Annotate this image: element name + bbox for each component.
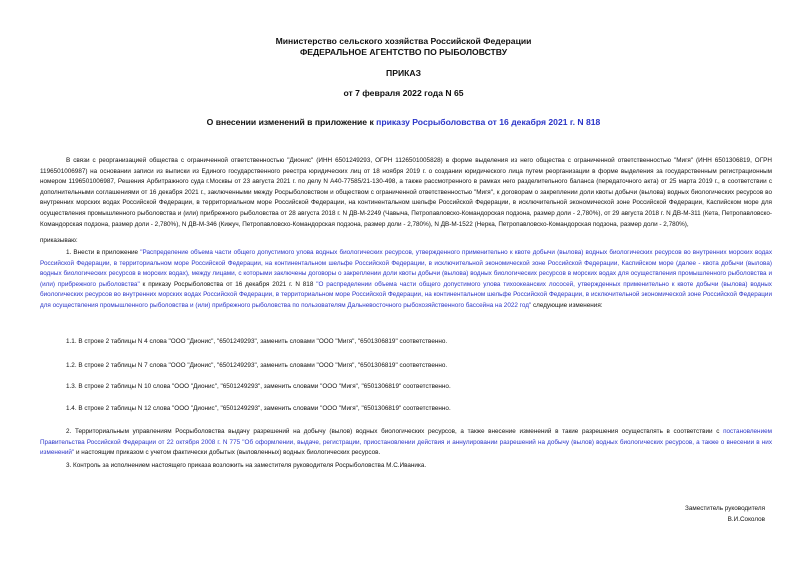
point-2-suffix: и настоящим приказом с учетом фактически добытых (выловленных) водных биологических ресурсов.: [74, 449, 381, 457]
point-2-prefix: 2. Территориальным управлениям Росрыболовства выдачу разрешений на добычу (вылов) водных биологических ресурсов, а также внесение изменений в такие разрешения осуществлять в соответствии с: [66, 428, 724, 435]
appendix-link[interactable]: "Распределение объема части общего допустимого улова водных биологических ресурсов, утвержденного применительно к квоте добычи (вылова) водных биологических ресурсов во внутренних морских водах Российской Федерации, в территориальном море Российской Федерации, на континентальном шельфе Российской Федерации, в исключительной экономической зоне Российской Федерации, Каспийском море (далее - квота добычи (вылова) водных биологических ресурсов в морских водах), между лицами, с которыми заключены договоры о закреплении доли квоты добычи (вылова) водных биологических ресурсов в морских водах для осуществления промышленного рыболовства и (или) прибрежного рыболовства": [40, 249, 772, 288]
item-1-4: 1.4. В строке 2 таблицы N 12 слова "ООО "Дионис", "6501249293", заменить словами "ООО "Мигя", "6501306819" соответственно.: [66, 405, 451, 412]
point-1-prefix: 1. Внести в приложение: [66, 249, 141, 256]
point-1-paragraph: [40, 248, 772, 312]
agency-heading: ФЕДЕРАЛЬНОЕ АГЕНТСТВО ПО РЫБОЛОВСТВУ: [299, 47, 508, 57]
order-date: от 7 февраля 2022 года N 65: [343, 88, 464, 98]
order-heading: ПРИКАЗ: [386, 68, 421, 78]
order-title-prefix: О внесении изменений в приложение к: [206, 117, 377, 127]
point-1-suffix: следующие изменения:: [531, 301, 603, 309]
order-818-link[interactable]: "О распределении объема части общего допустимого улова тихоокеанских лососей, утвержденных применительно к квоте добычи (вылова) водных биологических ресурсов во внутренних морских водах Российской Федерации, в территориальном море Российской Федерации, на континентальном шельфе Российской Федерации, в исключительной экономической зоне Российской Федерации для осуществления промышленного рыболовства и (или) прибрежного рыболовства по пользователям Дальневосточного рыбохозяйственного бассейна на 2022 год": [40, 280, 772, 309]
order-title-link[interactable]: приказу Росрыболовства от 16 декабря 2021 г. N 818: [376, 117, 601, 127]
order-title: [0, 117, 807, 127]
point-2-paragraph: [40, 427, 772, 459]
item-1-3: 1.3. В строке 2 таблицы N 10 слова "ООО "Дионис", "6501249293", заменить словами "ООО "Мигя", "6501306819" соответственно.: [66, 383, 451, 390]
signature-name: В.И.Соколов: [727, 516, 765, 523]
point-1-mid: к приказу Росрыболовства от 16 декабря 2021 г. N 818: [139, 280, 317, 288]
prikazyvayu-label: приказываю:: [40, 237, 78, 244]
item-1-1: 1.1. В строке 2 таблицы N 4 слова "ООО "Дионис", "6501249293", заменить словами "ООО "Мигя", "6501306819" соответственно.: [66, 338, 448, 345]
preamble-paragraph: В связи с реорганизацией общества с ограниченной ответственностью "Дионис" (ИНН 6501249293, ОГРН 1126501005828) в форме выделения из него общества с ограниченной ответственностью "Мигя" (ИНН 6501306819, ОГРН 1196501006987) на основании записи из выписки из Единого государственного реестра юридических лиц от 18 ноября 2019 г. о создании юридического лица путем реорганизации в форме выделения за государственным регистрационным номером 1196501006987, Решения Арбитражного суда г.Москвы от 23 августа 2021 г. по делу N А40-77585/21-130-498, а также рассмотренного в рамках него разделительного баланса (передаточного акта) от 25 марта 2019 г., в соответствии с дополнительными соглашениями от 16 декабря 2021 г., заключенными между Росрыболовством и обществом с ограниченной ответственностью "Мигя", к договорам о закреплении доли квоты добычи (вылова) водных биологических ресурсов во внутренних морских водах Российской Федерации, в территориальном море Российской Федерации, на континентальном шельфе Российской Федерации, в исключительной экономической зоне Российской Федерации, Каспийском море для осуществления промышленного рыболовства и (или) прибрежного рыболовства от 28 августа 2018 г. N ДВ-М-2249 (Чавыча, Петропавловско-Командорская подзона, размер доли - 2,780%), от 29 августа 2018 г. N ДВ-М-311 (Кета, Петропавловско-Командорская подзона, размер доли - 2,780%), N ДВ-М-346 (Кижуч, Петропавловско-Командорская подзона, размер доли - 2,780%), N ДВ-М-1522 (Нерка, Петропавловско-Командорская подзона, размер доли - 2,780%),: [40, 157, 772, 228]
signature-position: Заместитель руководителя: [684, 505, 765, 512]
point-3-paragraph: 3. Контроль за исполнением настоящего приказа возложить на заместителя руководителя Росрыболовства М.С.Иваника.: [66, 462, 427, 469]
item-1-2: 1.2. В строке 2 таблицы N 7 слова "ООО "Дионис", "6501249293", заменить словами "ООО "Мигя", "6501306819" соответственно.: [66, 362, 448, 369]
resolution-775-link[interactable]: постановлением Правительства Российской Федерации от 22 октября 2008 г. N 775 "Об оформлении, выдаче, регистрации, приостановлении действия и аннулировании разрешений на добычу (вылов) водных биологических ресурсов, а также о внесении в них изменений": [40, 428, 772, 457]
ministry-heading: Министерство сельского хозяйства Российской Федерации: [275, 36, 532, 46]
